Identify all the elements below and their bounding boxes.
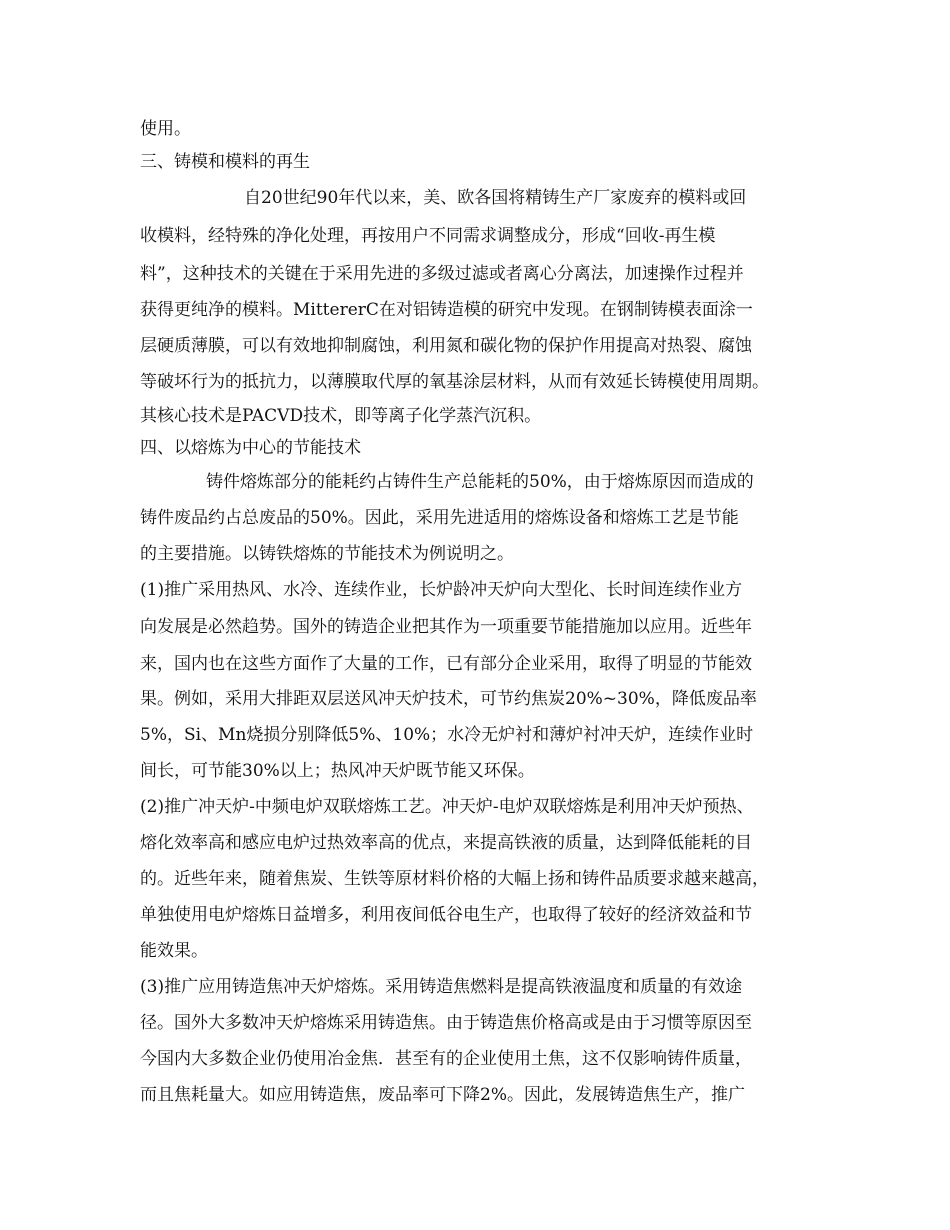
text-line-28: 而且焦耗量大。如应用铸造焦，废品率可下降2%。因此，发展铸造焦生产，推广	[140, 1085, 745, 1105]
text-line-19: 间长，可节能30%以上；热风冲天炉既节能又环保。	[140, 761, 535, 781]
text-line-9: 其核心技术是PACVD技术，即等离子化学蒸汽沉积。	[140, 406, 542, 426]
text-line-8: 等破坏行为的抵抗力，以薄膜取代厚的氧基涂层材料，从而有效延长铸模使用周期。	[140, 372, 769, 392]
text-line-24: 能效果。	[140, 941, 208, 961]
text-line-25: (3)推广应用铸造焦冲天炉熔炼。采用铸造焦燃料是提高铁液温度和质量的有效途	[140, 977, 743, 997]
text-line-1: 使用。	[140, 119, 191, 139]
text-line-7: 层硬质薄膜，可以有效地抑制腐蚀，利用氮和碳化物的保护作用提高对热裂、腐蚀	[140, 336, 752, 356]
text-line-18: 5%，Si、Mn烧损分别降低5%、10%；水冷无炉衬和薄炉衬冲天炉，连续作业时	[140, 725, 754, 745]
text-line-16: 来，国内也在这些方面作了大量的工作，已有部分企业采用，取得了明显的节能效	[140, 654, 752, 674]
text-line-21: 熔化效率高和感应电炉过热效率高的优点，来提高铁液的质量，达到降低能耗的目	[140, 833, 752, 853]
section-heading-3: 三、铸模和模料的再生	[140, 152, 310, 172]
text-line-6: 获得更纯净的模料。MittererC在对铝铸造模的研究中发现。在钢制铸模表面涂一	[140, 300, 753, 320]
text-line-22: 的。近些年来，随着焦炭、生铁等原材料价格的大幅上扬和铸件品质要求越来越高，	[140, 869, 769, 889]
text-line-20: (2)推广冲天炉-中频电炉双联熔炼工艺。冲天炉-电炉双联熔炼是利用冲天炉预热、	[140, 797, 754, 817]
text-line-23: 单独使用电炉熔炼日益增多，利用夜间低谷电生产，也取得了较好的经济效益和节	[140, 905, 752, 925]
text-line-3: 自20世纪90年代以来，美、欧各国将精铸生产厂家废弃的模料或回	[244, 188, 747, 208]
text-line-11: 铸件熔炼部分的能耗约占铸件生产总能耗的50%，由于熔炼原因而造成的	[206, 472, 754, 492]
text-line-17: 果。例如，采用大排距双层送风冲天炉技术，可节约焦炭20%~30%，降低废品率	[140, 689, 757, 709]
text-line-13: 的主要措施。以铸铁熔炼的节能技术为例说明之。	[140, 544, 514, 564]
text-line-12: 铸件废品约占总废品的50%。因此，采用先进适用的熔炼设备和熔炼工艺是节能	[140, 508, 739, 528]
text-line-14: (1)推广采用热风、水冷、连续作业，长炉龄冲天炉向大型化、长时间连续作业方	[140, 580, 743, 600]
text-line-26: 径。国外大多数冲天炉熔炼采用铸造焦。由于铸造焦价格高或是由于习惯等原因至	[140, 1013, 752, 1033]
text-line-15: 向发展是必然趋势。国外的铸造企业把其作为一项重要节能措施加以应用。近些年	[140, 617, 752, 637]
text-line-4: 收模料，经特殊的净化处理，再按用户不同需求调整成分，形成“回收-再生模	[140, 226, 716, 246]
section-heading-4: 四、以熔炼为中心的节能技术	[140, 438, 361, 458]
text-line-5: 料”，这种技术的关键在于采用先进的多级过滤或者离心分离法，加速操作过程并	[140, 264, 744, 284]
text-line-27: 今国内大多数企业仍使用冶金焦．甚至有的企业使用土焦，这不仅影响铸件质量，	[140, 1049, 752, 1069]
